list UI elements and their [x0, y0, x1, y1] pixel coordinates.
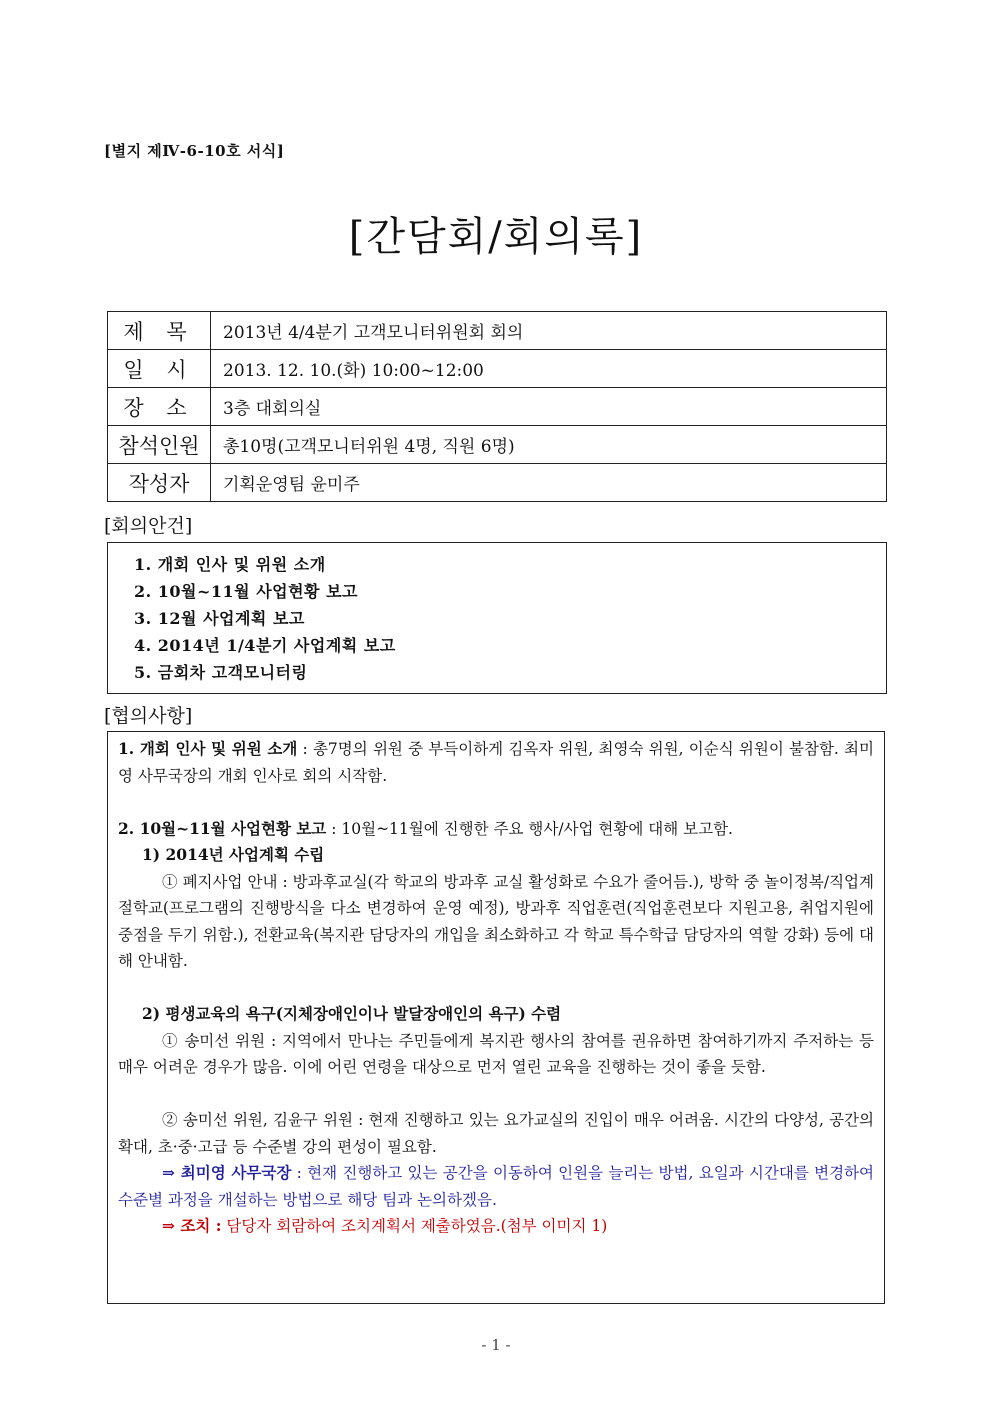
info-row-place	[108, 388, 887, 426]
info-row-subject	[108, 312, 887, 350]
item-title: 2. 10월~11월 사업현황 보고	[118, 818, 327, 838]
meeting-info-table	[107, 311, 887, 502]
agenda-list	[108, 543, 886, 686]
agenda-item: 3. 12월 사업계획 보고	[134, 609, 305, 628]
info-label: 제 목	[108, 312, 211, 350]
item-title: 1. 개회 인사 및 위원 소개	[118, 739, 298, 758]
info-value: 기획운영팀 윤미주	[211, 464, 887, 502]
action-note	[118, 1213, 874, 1240]
reply-label: ⇒ 최미영 사무국장	[162, 1163, 292, 1182]
document-title: [간담회/회의록]	[348, 214, 644, 260]
info-value: 총10명(고객모니터위원 4명, 직원 6명)	[211, 426, 887, 464]
info-value: 3층 대회의실	[211, 388, 887, 426]
info-value: 2013년 4/4분기 고객모니터위원회 회의	[211, 312, 887, 350]
agenda-item: 1. 개회 인사 및 위원 소개	[134, 555, 326, 574]
discussion-item-2	[118, 816, 874, 843]
info-value: 2013. 12. 10.(화) 10:00~12:00	[211, 350, 887, 388]
agenda-item: 4. 2014년 1/4분기 사업계획 보고	[134, 636, 396, 655]
discussion-heading: [협의사항]	[104, 705, 193, 727]
page-number: - 1 -	[481, 1336, 511, 1354]
info-row-attendees	[108, 426, 887, 464]
action-label: ⇒ 조치 :	[162, 1216, 222, 1235]
subitem-title: 2) 평생교육의 욕구(지체장애인이나 발달장애인의 욕구) 수렴	[142, 1004, 562, 1023]
agenda-item: 5. 금회차 고객모니터링	[134, 663, 308, 682]
reply-text: : 현재 진행하고 있는 공간을 이동하여 인원을 늘리는 방법, 요일과 시간대를 변경하여 수준별 과정을 개설하는 방법으로 해당 팀과 논의하겠음.	[118, 1164, 874, 1209]
item-text: : 총7명의 위원 중 부득이하게 김옥자 위원, 최영숙 위원, 이순식 위원이 불참함. 최미영 사무국장의 개회 인사로 회의 시작함.	[118, 740, 875, 785]
subitem-text: ② 송미선 위원, 김윤구 위원 : 현재 진행하고 있는 요가교실의 진입이 매우 어려움. 시간의 다양성, 공간의 확대, 초·중·고급 등 수준별 강의 편성이 필요함.	[118, 1111, 874, 1156]
info-row-datetime	[108, 350, 887, 388]
subitem-text: ① 송미선 위원 : 지역에서 만나는 주민들에게 복지관 행사의 참여를 권유하면 참여하기까지 주저하는 등 매우 어려운 경우가 많음. 이에 어린 연령을 대상으로 먼저 열린 교육을 진행하는 것이 좋을 듯함.	[118, 1031, 874, 1076]
subitem-title: 1) 2014년 사업계획 수립	[142, 845, 325, 864]
subitem-text: ① 폐지사업 안내 : 방과후교실(각 학교의 방과후 교실 활성화로 수요가 줄어듬.), 방학 중 놀이정복/직업계절학교(프로그램의 진행방식을 다소 변경하여 운영 예정), 방과후 직업훈련(직업훈련보다 지원고용, 취업지원에 중점을 두기 위함.), 전환교육(복지관 담당자의 개입을 최소화하고 각 학교 특수학급 담당자의 역할 강화) 등에 대해 안내함.	[118, 872, 874, 970]
info-label: 장 소	[108, 388, 211, 426]
item-text: : 10월~11월에 진행한 주요 행사/사업 현황에 대해 보고함.	[326, 819, 733, 838]
info-label: 일 시	[108, 350, 211, 388]
action-text: 담당자 회람하여 조치계획서 제출하였음.(첨부 이미지 1)	[221, 1217, 608, 1235]
info-label: 참석인원	[108, 426, 211, 464]
discussion-box	[107, 731, 885, 1304]
agenda-heading: [회의안건]	[104, 515, 193, 537]
info-label: 작성자	[108, 464, 211, 502]
discussion-item-1	[118, 736, 874, 789]
agenda-box	[107, 542, 887, 694]
agenda-item: 2. 10월~11월 사업현황 보고	[134, 582, 358, 601]
manager-reply	[118, 1160, 874, 1213]
form-code: [별지 제Ⅳ-6-10호 서식]	[104, 142, 285, 160]
info-row-author	[108, 464, 887, 502]
